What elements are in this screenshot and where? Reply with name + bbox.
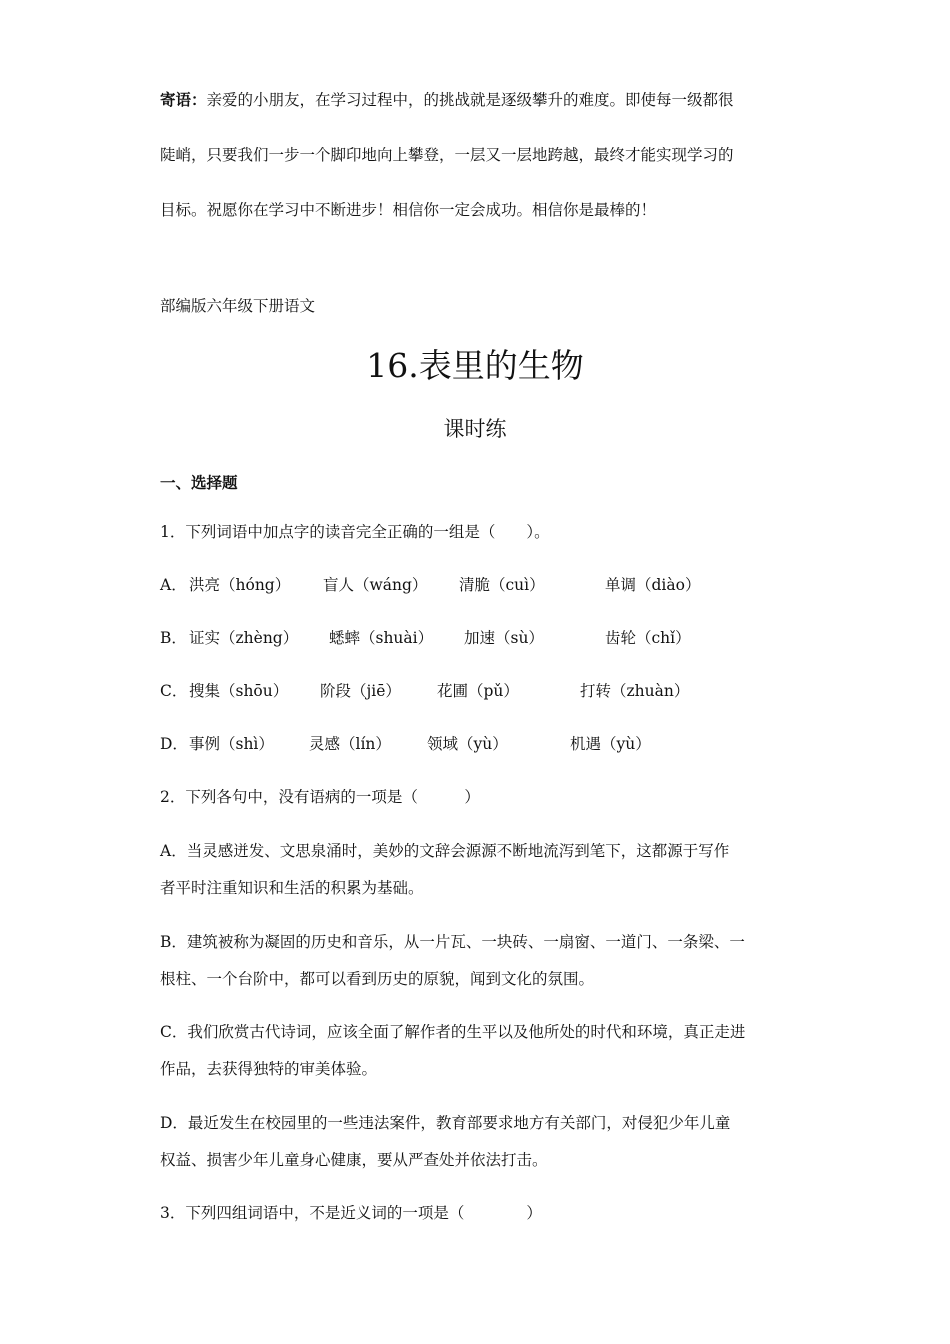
intro-line-2: 陡峭，只要我们一步一个脚印地向上攀登，一层又一层地跨越，最终才能实现学习的 xyxy=(160,146,734,164)
question-3-stem: 3．下列四组词语中，不是近义词的一项是（ ） xyxy=(160,1204,542,1222)
q1-option-a-item-2: 盲人（wáng） xyxy=(323,576,428,594)
q1-option-b-item-2: 蟋蟀（shuài） xyxy=(329,629,434,647)
q1-option-d-item-1: 事例（shì） xyxy=(189,735,274,753)
intro-line-1 xyxy=(160,90,734,110)
q1-option-a-item-4: 单调（diào） xyxy=(605,576,701,594)
intro-label: 寄语： xyxy=(160,90,207,109)
q1-option-a-item-3: 清脆（cuì） xyxy=(459,576,545,594)
intro-line-3: 目标。祝愿你在学习中不断进步！相信你一定会成功。相信你是最棒的！ xyxy=(160,201,657,219)
section-heading: 一、选择题 xyxy=(160,473,238,492)
q1-option-b-item-4: 齿轮（chǐ） xyxy=(605,629,691,647)
q1-option-b-item-3: 加速（sù） xyxy=(464,629,544,647)
q2-option-a-line-1: A．当灵感迸发、文思泉涌时，美妙的文辞会源源不断地流泻到笔下，这都源于写作 xyxy=(160,842,730,860)
q1-option-d-item-4: 机遇（yù） xyxy=(570,735,651,753)
course-label: 部编版六年级下册语文 xyxy=(160,297,316,315)
q2-option-c-line-1: C．我们欣赏古代诗词，应该全面了解作者的生平以及他所处的时代和环境，真正走进 xyxy=(160,1023,746,1041)
q1-option-b-item-1: 证实（zhèng） xyxy=(189,629,299,647)
lesson-subtitle: 课时练 xyxy=(443,417,507,441)
q1-option-c-item-4: 打转（zhuàn） xyxy=(580,682,690,700)
q1-option-d-item-3: 领域（yù） xyxy=(427,735,508,753)
q2-option-b-line-2: 根柱、一个台阶中，都可以看到历史的原貌，闻到文化的氛围。 xyxy=(160,970,595,988)
q1-option-a-item-1: 洪亮（hóng） xyxy=(189,576,291,594)
q2-option-d-line-2: 权益、损害少年儿童身心健康，要从严查处并依法打击。 xyxy=(160,1151,548,1169)
q1-option-c-item-3: 花圃（pǔ） xyxy=(437,682,519,700)
intro-text-1: 亲爱的小朋友，在学习过程中，的挑战就是逐级攀升的难度。即使每一级都很 xyxy=(206,91,734,109)
question-1-stem: 1．下列词语中加点字的读音完全正确的一组是（ ）。 xyxy=(160,523,550,541)
q2-option-b-line-1: B．建筑被称为凝固的历史和音乐，从一片瓦、一块砖、一扇窗、一道门、一条梁、一 xyxy=(160,933,745,951)
question-2-stem: 2．下列各句中，没有语病的一项是（ ） xyxy=(160,788,480,806)
q1-option-c-label: C． xyxy=(160,682,188,700)
q2-option-c-line-2: 作品，去获得独特的审美体验。 xyxy=(160,1060,378,1078)
q2-option-a-line-2: 者平时注重知识和生活的积累为基础。 xyxy=(160,879,424,897)
q2-option-d-line-1: D．最近发生在校园里的一些违法案件，教育部要求地方有关部门，对侵犯少年儿童 xyxy=(160,1114,731,1132)
q1-option-d-item-2: 灵感（lín） xyxy=(309,735,391,753)
q1-option-a-label: A． xyxy=(160,576,187,594)
lesson-title: 16.表里的生物 xyxy=(366,346,584,385)
q1-option-c-item-1: 搜集（shōu） xyxy=(189,682,289,700)
q1-option-c-item-2: 阶段（jiē） xyxy=(320,682,401,700)
q1-option-b-label: B． xyxy=(160,629,187,647)
q1-option-d-label: D． xyxy=(160,735,188,753)
